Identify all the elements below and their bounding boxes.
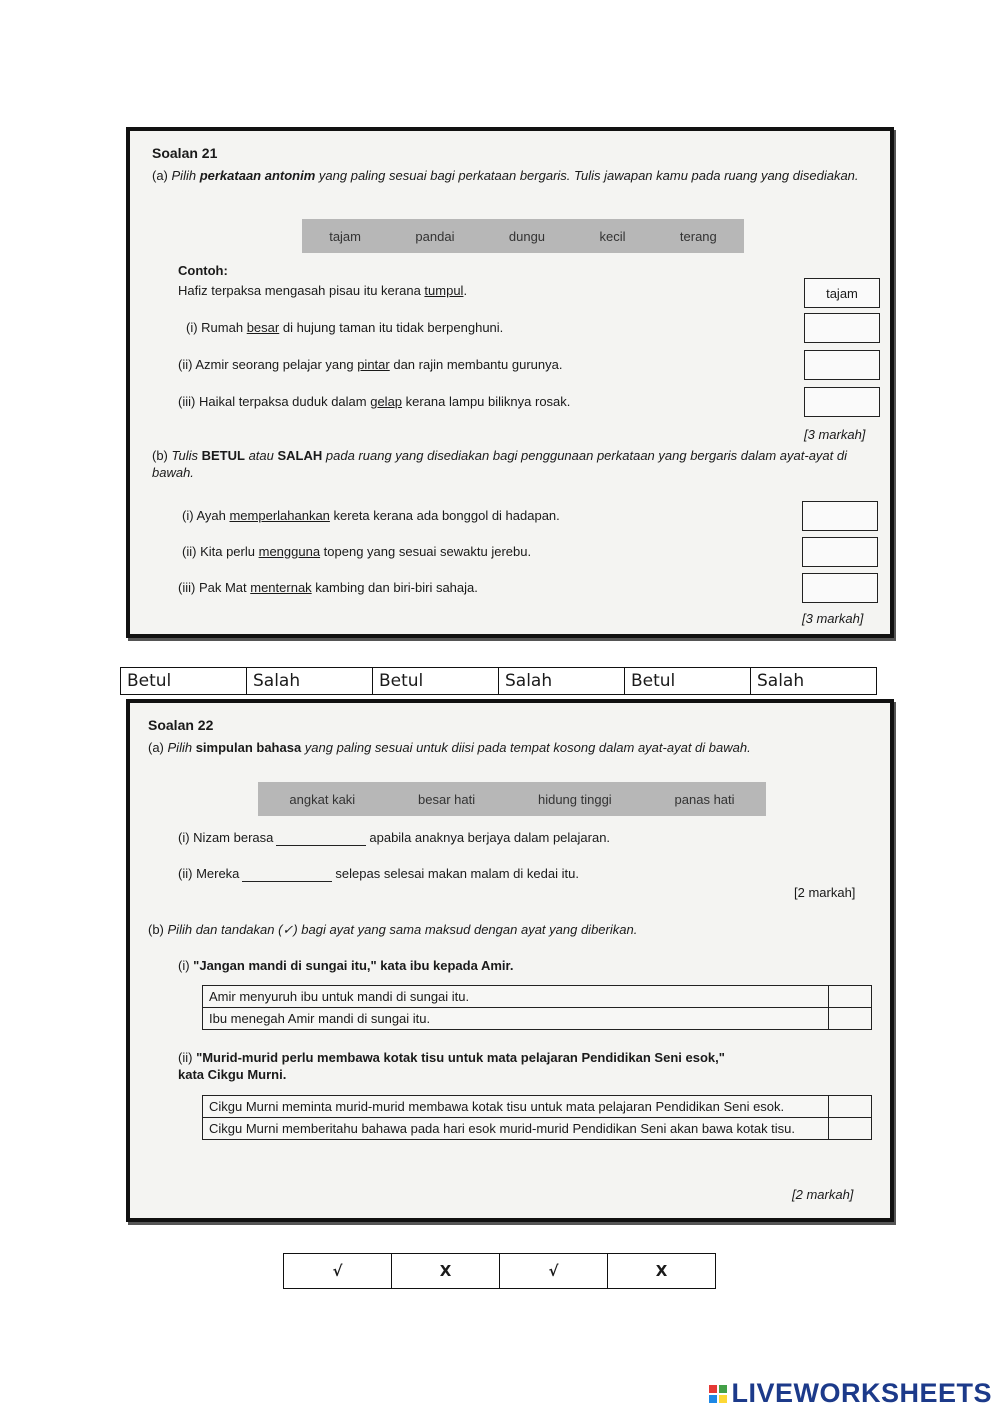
answer-box-21a-1[interactable]	[804, 313, 880, 343]
wordbank-word: dungu	[508, 228, 546, 244]
soalan-21b-item-3: (iii) Pak Mat menternak kambing dan biri-biri sahaja.	[178, 580, 478, 595]
soalan-22b-item-2-quote: (ii) "Murid-murid perlu membawa kotak tisu untuk mata pelajaran Pendidikan Seni esok," kata Cikgu Murni.	[178, 1050, 725, 1082]
option-text: Ibu menegah Amir mandi di sungai itu.	[203, 1008, 829, 1030]
wordbank-word: kecil	[599, 228, 626, 244]
answer-box-21b-3[interactable]	[802, 573, 878, 603]
soalan-22a-item-1: (i) Nizam berasa apabila anaknya berjaya dalam pelajaran.	[178, 830, 611, 845]
answer-cell[interactable]: √	[284, 1254, 392, 1289]
tick-box[interactable]	[829, 1008, 872, 1030]
wordbank-word: angkat kaki	[289, 791, 356, 807]
wordbank-word: panas hati	[674, 791, 735, 807]
soalan-22a-instruction: (a) Pilih simpulan bahasa yang paling sesuai untuk diisi pada tempat kosong dalam ayat-ayat di bawah.	[148, 740, 751, 755]
fill-blank-22a-1[interactable]	[276, 845, 366, 846]
wordbank-word: pandai	[415, 228, 455, 244]
brand-name: LIVEWORKSHEETS	[731, 1378, 992, 1408]
option-text: Cikgu Murni memberitahu bahawa pada hari esok murid-murid Pendidikan Seni akan bawa kotak tisu.	[203, 1118, 829, 1140]
soalan-21-wordbank	[302, 219, 744, 253]
soalan-22a-item-2: (ii) Mereka selepas selesai makan malam di kedai itu.	[178, 866, 579, 881]
soalan-21a-item-3: (iii) Haikal terpaksa duduk dalam gelap kerana lampu biliknya rosak.	[178, 394, 571, 409]
answers-22-table	[283, 1253, 716, 1289]
soalan-21a-instruction: (a) Pilih perkataan antonim yang paling sesuai bagi perkataan bergaris. Tulis jawapan kamu pada ruang yang disediakan.	[152, 168, 859, 183]
soalan-22b-item-1-quote: (i) "Jangan mandi di sungai itu," kata ibu kepada Amir.	[178, 958, 514, 973]
tick-box[interactable]	[829, 986, 872, 1008]
soalan-21b-item-2: (ii) Kita perlu mengguna topeng yang sesuai sewaktu jerebu.	[182, 544, 532, 559]
option-row	[203, 986, 872, 1008]
option-row	[203, 1008, 872, 1030]
answer-cell[interactable]: √	[500, 1254, 608, 1289]
answer-cell[interactable]: Salah	[247, 668, 373, 695]
answer-box-21b-1[interactable]	[802, 501, 878, 531]
soalan-21a-item-2: (ii) Azmir seorang pelajar yang pintar dan rajin membantu gurunya.	[178, 357, 563, 372]
contoh-sentence: Hafiz terpaksa mengasah pisau itu kerana tumpul.	[178, 283, 468, 298]
soalan-21a-item-1: (i) Rumah besar di hujung taman itu tidak berpenghuni.	[186, 320, 504, 335]
answer-cell[interactable]: Betul	[625, 668, 751, 695]
wordbank-word: besar hati	[418, 791, 476, 807]
option-text: Cikgu Murni meminta murid-murid membawa kotak tisu untuk mata pelajaran Pendidikan Seni esok.	[203, 1096, 829, 1118]
wordbank-word: hidung tinggi	[537, 791, 612, 807]
option-row	[203, 1118, 872, 1140]
answers-21-table	[120, 667, 877, 695]
contoh-label: Contoh:	[178, 263, 228, 278]
option-text: Amir menyuruh ibu untuk mandi di sungai itu.	[203, 986, 829, 1008]
soalan-21b-marks: [3 markah]	[802, 611, 864, 626]
answer-box-21a-2[interactable]	[804, 350, 880, 380]
soalan-21b-item-1: (i) Ayah memperlahankan kereta kerana ada bonggol di hadapan.	[182, 508, 560, 523]
soalan-22-title: Soalan 22	[148, 717, 214, 733]
option-row	[203, 1096, 872, 1118]
wordbank-word: tajam	[329, 228, 361, 244]
contoh-answer-box: tajam	[804, 278, 880, 308]
soalan-22a-marks: [2 markah]	[794, 885, 856, 900]
answer-box-21a-3[interactable]	[804, 387, 880, 417]
answer-cell[interactable]: X	[608, 1254, 716, 1289]
soalan-21-title: Soalan 21	[152, 145, 218, 161]
answer-cell[interactable]: X	[392, 1254, 500, 1289]
tick-box[interactable]	[829, 1118, 872, 1140]
soalan-22-panel	[126, 699, 894, 1222]
answer-box-21b-2[interactable]	[802, 537, 878, 567]
soalan-22-wordbank	[258, 782, 766, 816]
soalan-21a-marks: [3 markah]	[804, 427, 866, 442]
logo-grid-icon	[709, 1385, 727, 1403]
answer-cell[interactable]: Salah	[499, 668, 625, 695]
soalan-22b-instruction: (b) Pilih dan tandakan (✓) bagi ayat yang sama maksud dengan ayat yang diberikan.	[148, 922, 638, 937]
answer-cell[interactable]: Betul	[373, 668, 499, 695]
wordbank-word: terang	[679, 228, 717, 244]
answer-cell[interactable]: Betul	[121, 668, 247, 695]
liveworksheets-logo	[709, 1378, 992, 1409]
soalan-22b-marks: [2 markah]	[792, 1187, 854, 1202]
tick-box[interactable]	[829, 1096, 872, 1118]
soalan-22b-item-2-options	[202, 1095, 872, 1140]
soalan-21b-instruction: (b) Tulis BETUL atau SALAH pada ruang yang disediakan bagi penggunaan perkataan yang bergaris dalam ayat-ayat di bawah.	[152, 448, 847, 480]
soalan-22b-item-1-options	[202, 985, 872, 1030]
soalan-21-panel	[126, 127, 894, 638]
fill-blank-22a-2[interactable]	[242, 881, 332, 882]
answer-cell[interactable]: Salah	[751, 668, 877, 695]
